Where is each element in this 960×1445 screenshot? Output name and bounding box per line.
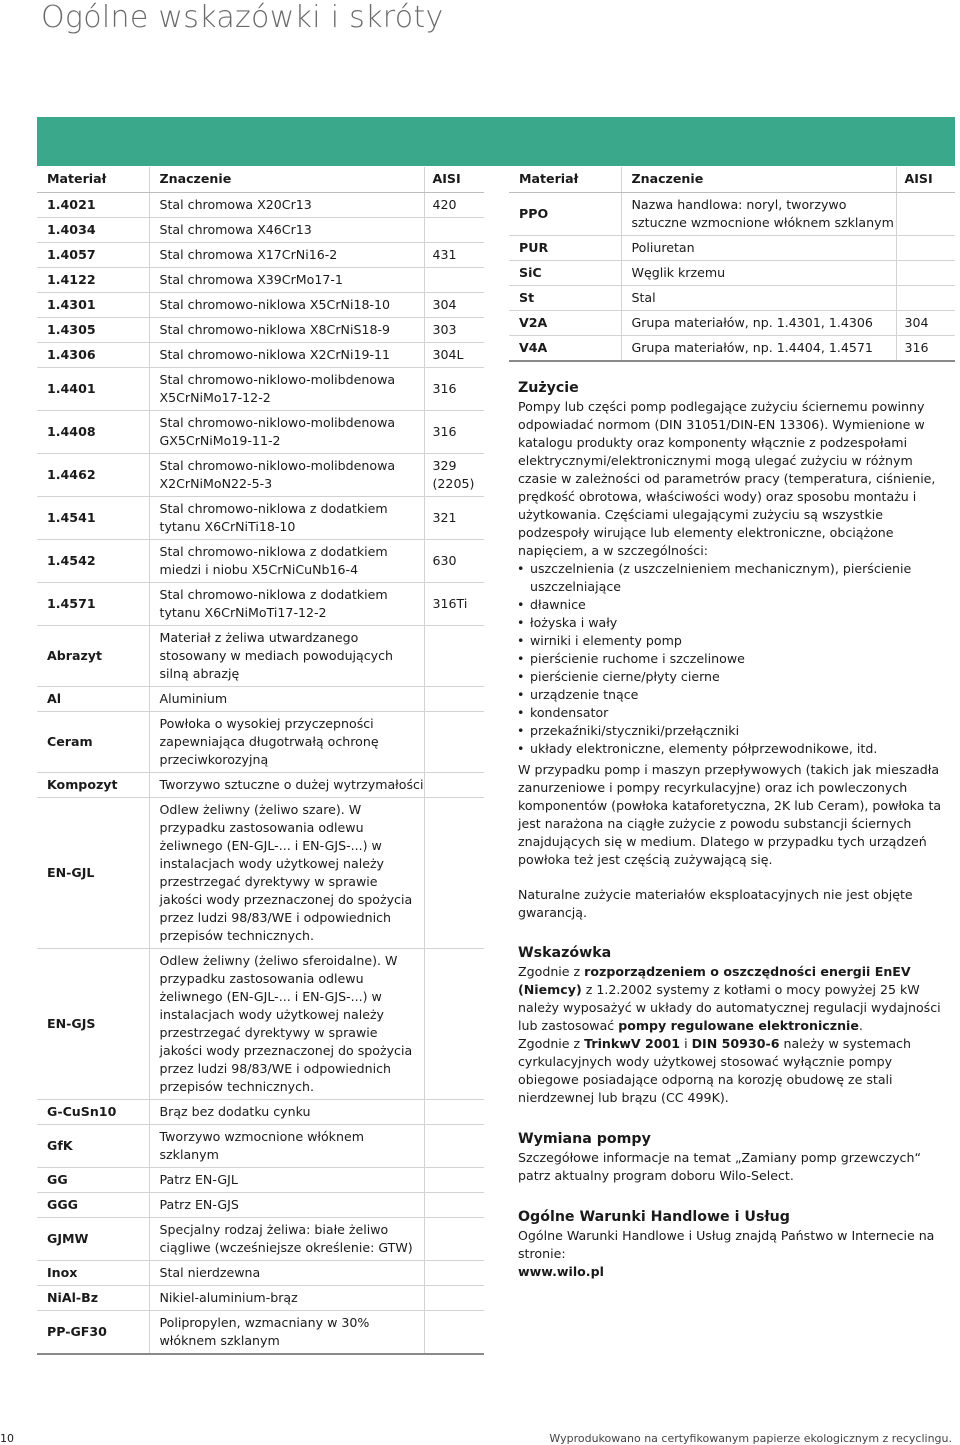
table-row bbox=[37, 1124, 484, 1167]
table-row bbox=[37, 625, 484, 686]
material-aisi bbox=[896, 235, 955, 260]
list-item: • pierścienie ruchome i szczelinowe bbox=[518, 650, 954, 668]
material-meaning: Stal chromowo-niklowa z dodatkiem miedzi i niobu X5CrNiCuNb16-4 bbox=[149, 539, 424, 582]
material-code: 1.4462 bbox=[37, 453, 149, 496]
table-row bbox=[509, 335, 955, 361]
table-row bbox=[37, 711, 484, 772]
table-row bbox=[37, 1310, 484, 1354]
material-meaning: Stal chromowo-niklowa X8CrNiS18-9 bbox=[149, 317, 424, 342]
material-aisi: 316Ti bbox=[424, 582, 484, 625]
header-material: Materiał bbox=[37, 167, 149, 192]
material-aisi bbox=[424, 1192, 484, 1217]
material-aisi bbox=[896, 192, 955, 235]
material-meaning: Nazwa handlowa: noryl, tworzywo sztuczne wzmocnione włóknem szklanym bbox=[621, 192, 896, 235]
list-item: • kondensator bbox=[518, 704, 954, 722]
terms-heading: Ogólne Warunki Handlowe i Usług bbox=[518, 1209, 790, 1225]
material-meaning: Stal chromowo-niklowa X2CrNi19-11 bbox=[149, 342, 424, 367]
table-row bbox=[37, 1192, 484, 1217]
material-code: PUR bbox=[509, 235, 621, 260]
material-code: 1.4408 bbox=[37, 410, 149, 453]
list-item: • uszczelnienia (z uszczelnieniem mechanicznym), pierścienie uszczelniające bbox=[518, 560, 954, 596]
material-code: V2A bbox=[509, 310, 621, 335]
wear-para-2-text: W przypadku pomp i maszyn przepływowych (takich jak mieszadła zanurzeniowe i pompy recyrkulacyjne) oraz ich powleczonych komponentów (powłoka kataforetyczna, 2K lub Ceram), powłoka ta jest narażona na ciągłe zużycie z powodu substancji ściernych znajdujących się w medium. Dlatego w przypadku tych urządzeń powłoka też jest częścią zużywającą się. bbox=[518, 762, 942, 867]
material-code: Al bbox=[37, 686, 149, 711]
material-meaning: Odlew żeliwny (żeliwo szare). W przypadku zastosowania odlewu żeliwnego (EN-GJL-... i EN-GJS-...) w instalacjach wody użytkowej należy przestrzegać dyrektywy w sprawie jakości wody przeznaczonej do spożycia przez ludzi 98/83/WE i odpowiednich przepisów technicznych. bbox=[149, 797, 424, 948]
table-row bbox=[37, 192, 484, 217]
wear-para-2 bbox=[518, 761, 954, 869]
material-code: NiAl-Bz bbox=[37, 1285, 149, 1310]
material-meaning: Specjalny rodzaj żeliwa: białe żeliwo ciągliwe (wcześniejsze określenie: GTW) bbox=[149, 1217, 424, 1260]
material-aisi: 316 bbox=[896, 335, 955, 361]
table-row bbox=[37, 453, 484, 496]
table-row bbox=[37, 217, 484, 242]
material-meaning: Stal chromowo-niklowa X5CrNi18-10 bbox=[149, 292, 424, 317]
material-meaning: Stal chromowo-niklowo-molibdenowa X2CrNiMoN22-5-3 bbox=[149, 453, 424, 496]
material-code: 1.4541 bbox=[37, 496, 149, 539]
material-aisi bbox=[424, 625, 484, 686]
table-row bbox=[37, 242, 484, 267]
hint-paragraph-2: Zgodnie z TrinkwV 2001 i DIN 50930-6 należy w systemach cyrkulacyjnych wody użytkowej stosować wyłącznie pompy obiegowe posiadające odporną na korozję obudowę ze stali nierdzewnej lub brązu (CC 499K). bbox=[518, 1036, 911, 1105]
table-row bbox=[37, 1285, 484, 1310]
material-code: GG bbox=[37, 1167, 149, 1192]
table-row bbox=[37, 948, 484, 1099]
material-meaning: Nikiel-aluminium-brąz bbox=[149, 1285, 424, 1310]
material-code: GGG bbox=[37, 1192, 149, 1217]
material-code: 1.4021 bbox=[37, 192, 149, 217]
material-aisi bbox=[424, 1124, 484, 1167]
material-meaning: Stal chromowa X17CrNi16-2 bbox=[149, 242, 424, 267]
material-meaning: Stal nierdzewna bbox=[149, 1260, 424, 1285]
header-aisi: AISI bbox=[896, 167, 955, 192]
wear-para-3 bbox=[518, 886, 954, 922]
material-meaning: Stal chromowa X46Cr13 bbox=[149, 217, 424, 242]
material-code: 1.4122 bbox=[37, 267, 149, 292]
wear-para-3-text: Naturalne zużycie materiałów eksploatacyjnych nie jest objęte gwarancją. bbox=[518, 887, 913, 920]
material-meaning: Patrz EN-GJS bbox=[149, 1192, 424, 1217]
material-aisi bbox=[424, 1217, 484, 1260]
list-item: • układy elektroniczne, elementy półprzewodnikowe, itd. bbox=[518, 740, 954, 758]
material-code: Kompozyt bbox=[37, 772, 149, 797]
material-code: PPO bbox=[509, 192, 621, 235]
material-meaning: Powłoka o wysokiej przyczepności zapewniająca długotrwałą ochronę przeciwkorozyjną bbox=[149, 711, 424, 772]
footer-note: Wyprodukowano na certyfikowanym papierze ekologicznym z recyclingu. bbox=[549, 1432, 952, 1445]
material-code: 1.4306 bbox=[37, 342, 149, 367]
table-row bbox=[37, 317, 484, 342]
pump-replacement-section bbox=[518, 1129, 954, 1185]
material-aisi: 316 bbox=[424, 367, 484, 410]
material-code: EN-GJL bbox=[37, 797, 149, 948]
table-row bbox=[509, 235, 955, 260]
material-code: V4A bbox=[509, 335, 621, 361]
material-aisi bbox=[424, 772, 484, 797]
material-aisi: 630 bbox=[424, 539, 484, 582]
material-aisi bbox=[424, 1310, 484, 1354]
list-item: • łożyska i wały bbox=[518, 614, 954, 632]
material-meaning: Stal chromowo-niklowo-molibdenowa X5CrNiMo17-12-2 bbox=[149, 367, 424, 410]
material-code: SiC bbox=[509, 260, 621, 285]
table-row bbox=[37, 1099, 484, 1124]
page-number: 10 bbox=[0, 1432, 14, 1445]
material-aisi bbox=[896, 285, 955, 310]
pump-replacement-text: Szczegółowe informacje na temat „Zamiany pomp grzewczych“ patrz aktualny program doboru Wilo-Select. bbox=[518, 1150, 921, 1183]
table-row bbox=[37, 292, 484, 317]
material-aisi bbox=[424, 1099, 484, 1124]
material-code: 1.4301 bbox=[37, 292, 149, 317]
material-aisi bbox=[424, 1285, 484, 1310]
material-aisi: 304 bbox=[896, 310, 955, 335]
material-aisi bbox=[424, 1260, 484, 1285]
material-aisi: 321 bbox=[424, 496, 484, 539]
material-meaning: Grupa materiałów, np. 1.4404, 1.4571 bbox=[621, 335, 896, 361]
hint-paragraph-1: Zgodnie z rozporządzeniem o oszczędności energii EnEV (Niemcy) z 1.2.2002 systemy z kotłami o mocy powyżej 25 kW należy wyposażyć w układy do automatycznej regulacji wydajności lub zastosować pompy regulowane elektronicznie. bbox=[518, 964, 941, 1033]
terms-section bbox=[518, 1207, 954, 1281]
material-aisi bbox=[424, 1167, 484, 1192]
material-code: GfK bbox=[37, 1124, 149, 1167]
header-aisi: AISI bbox=[424, 167, 484, 192]
material-code: GJMW bbox=[37, 1217, 149, 1260]
material-code: 1.4057 bbox=[37, 242, 149, 267]
table-header-row bbox=[37, 167, 484, 192]
table-row bbox=[37, 342, 484, 367]
material-aisi: 303 bbox=[424, 317, 484, 342]
material-code: 1.4571 bbox=[37, 582, 149, 625]
material-meaning: Tworzywo wzmocnione włóknem szklanym bbox=[149, 1124, 424, 1167]
material-code: PP-GF30 bbox=[37, 1310, 149, 1354]
terms-link[interactable]: www.wilo.pl bbox=[518, 1264, 604, 1279]
wear-heading: Zużycie bbox=[518, 380, 579, 396]
table-row bbox=[37, 797, 484, 948]
table-row bbox=[37, 1167, 484, 1192]
list-item: • przekaźniki/styczniki/przełączniki bbox=[518, 722, 954, 740]
material-aisi bbox=[424, 711, 484, 772]
material-code: Abrazyt bbox=[37, 625, 149, 686]
material-aisi bbox=[424, 686, 484, 711]
header-material: Materiał bbox=[509, 167, 621, 192]
table-row bbox=[37, 772, 484, 797]
table-row bbox=[37, 496, 484, 539]
material-code: 1.4401 bbox=[37, 367, 149, 410]
list-item: • urządzenie tnące bbox=[518, 686, 954, 704]
table-row bbox=[37, 1260, 484, 1285]
table-row bbox=[37, 582, 484, 625]
materials-table-right bbox=[509, 167, 955, 362]
table-row bbox=[37, 410, 484, 453]
table-header-row bbox=[509, 167, 955, 192]
material-aisi: 431 bbox=[424, 242, 484, 267]
material-meaning: Odlew żeliwny (żeliwo sferoidalne). W przypadku zastosowania odlewu żeliwnego (EN-GJL-... i EN-GJS-...) w instalacjach wody użytkowej należy przestrzegać dyrektywy w sprawie jakości wody przeznaczonej do spożycia przez ludzi 98/83/WE i odpowiednich przepisów technicznych. bbox=[149, 948, 424, 1099]
header-meaning: Znaczenie bbox=[621, 167, 896, 192]
material-code: Ceram bbox=[37, 711, 149, 772]
table-row bbox=[37, 367, 484, 410]
material-aisi: 304 bbox=[424, 292, 484, 317]
material-meaning: Brąz bez dodatku cynku bbox=[149, 1099, 424, 1124]
material-code: EN-GJS bbox=[37, 948, 149, 1099]
material-meaning: Patrz EN-GJL bbox=[149, 1167, 424, 1192]
list-item: • wirniki i elementy pomp bbox=[518, 632, 954, 650]
material-aisi bbox=[424, 797, 484, 948]
table-row bbox=[509, 192, 955, 235]
material-meaning: Poliuretan bbox=[621, 235, 896, 260]
page-title: Ogólne wskazówki i skróty bbox=[41, 0, 444, 35]
hint-section bbox=[518, 943, 954, 1107]
material-meaning: Stal chromowo-niklowo-molibdenowa GX5CrNiMo19-11-2 bbox=[149, 410, 424, 453]
material-code: 1.4305 bbox=[37, 317, 149, 342]
wear-list bbox=[518, 560, 954, 758]
material-meaning: Węglik krzemu bbox=[621, 260, 896, 285]
material-code: G-CuSn10 bbox=[37, 1099, 149, 1124]
material-code: Inox bbox=[37, 1260, 149, 1285]
material-code: St bbox=[509, 285, 621, 310]
table-row bbox=[37, 686, 484, 711]
table-row bbox=[37, 1217, 484, 1260]
hint-heading: Wskazówka bbox=[518, 945, 612, 961]
material-aisi: 316 bbox=[424, 410, 484, 453]
material-aisi bbox=[424, 217, 484, 242]
material-meaning: Materiał z żeliwa utwardzanego stosowany w mediach powodujących silną abrazję bbox=[149, 625, 424, 686]
material-aisi: 304L bbox=[424, 342, 484, 367]
header-meaning: Znaczenie bbox=[149, 167, 424, 192]
material-meaning: Stal chromowa X39CrMo17-1 bbox=[149, 267, 424, 292]
wear-section bbox=[518, 378, 954, 758]
table-row bbox=[509, 285, 955, 310]
material-aisi: 420 bbox=[424, 192, 484, 217]
material-aisi bbox=[424, 267, 484, 292]
header-band bbox=[37, 117, 955, 166]
table-row bbox=[509, 260, 955, 285]
material-code: 1.4034 bbox=[37, 217, 149, 242]
material-meaning: Stal chromowo-niklowa z dodatkiem tytanu X6CrNiTi18-10 bbox=[149, 496, 424, 539]
material-code: 1.4542 bbox=[37, 539, 149, 582]
material-meaning: Tworzywo sztuczne o dużej wytrzymałości bbox=[149, 772, 424, 797]
materials-table-left bbox=[37, 167, 484, 1355]
table-row bbox=[37, 539, 484, 582]
table-row bbox=[509, 310, 955, 335]
material-meaning: Stal chromowo-niklowa z dodatkiem tytanu X6CrNiMoTi17-12-2 bbox=[149, 582, 424, 625]
material-aisi bbox=[896, 260, 955, 285]
pump-replacement-heading: Wymiana pompy bbox=[518, 1131, 651, 1147]
list-item: • pierścienie cierne/płyty cierne bbox=[518, 668, 954, 686]
material-meaning: Stal bbox=[621, 285, 896, 310]
material-aisi: 329 (2205) bbox=[424, 453, 484, 496]
material-meaning: Polipropylen, wzmacniany w 30% włóknem szklanym bbox=[149, 1310, 424, 1354]
material-meaning: Grupa materiałów, np. 1.4301, 1.4306 bbox=[621, 310, 896, 335]
wear-intro: Pompy lub części pomp podlegające zużyciu ściernemu powinny odpowiadać normom (DIN 31051/DIN-EN 13306). Wymienione w katalogu produkty oraz komponenty włącznie z podzespołami elektrycznymi/elektronicznymi mogą ulegać zużyciu w różnym czasie w zależności od parametrów pracy (temperatura, ciśnienie, prędkość obrotowa, właściwości wody) oraz sposobu montażu i użytkowania. Częściami ulegającymi zużyciu są wszystkie podzespoły wirujące lub elementy elektroniczne, obciążone napięciem, a w szczególności: bbox=[518, 399, 936, 558]
material-meaning: Stal chromowa X20Cr13 bbox=[149, 192, 424, 217]
material-meaning: Aluminium bbox=[149, 686, 424, 711]
terms-text: Ogólne Warunki Handlowe i Usług znajdą Państwo w Internecie na stronie: bbox=[518, 1228, 935, 1261]
list-item: • dławnice bbox=[518, 596, 954, 614]
material-aisi bbox=[424, 948, 484, 1099]
table-row bbox=[37, 267, 484, 292]
